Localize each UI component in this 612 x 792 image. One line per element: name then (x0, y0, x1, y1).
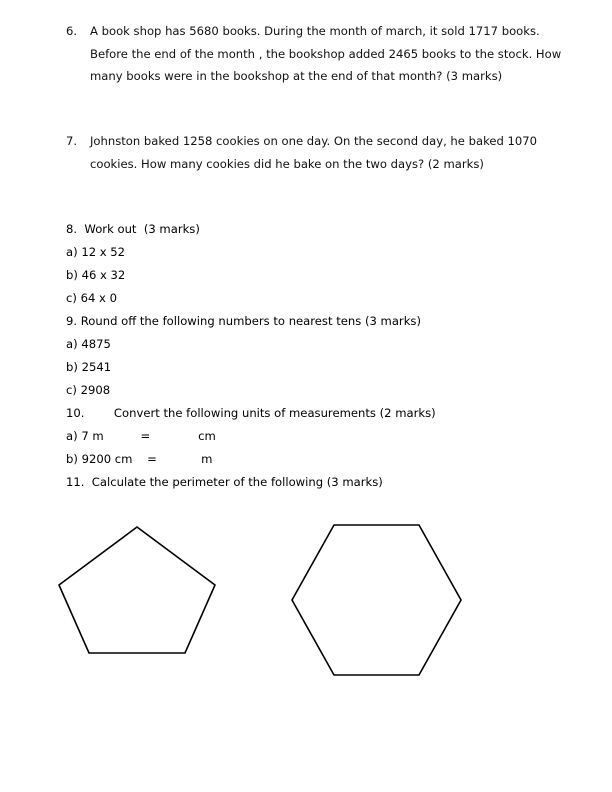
question-6 (66, 20, 576, 88)
question-7-text: Johnston baked 1258 cookies on one day. On the second day, he baked 1070 cookies. How many cookies did he bake on the two days? (2 marks) (90, 134, 538, 171)
hexagon-shape (292, 525, 461, 675)
shapes-svg (0, 505, 612, 735)
question-8-part-b: b) 46 x 32 (66, 268, 126, 282)
question-10-part-a: a) 7 m = cm (66, 429, 216, 443)
question-11-heading: 11. Calculate the perimeter of the following (3 marks) (66, 475, 383, 489)
question-6-text: A book shop has 5680 books. During the month of march, it sold 1717 books. Before the end of the month , the bookshop added 2465 books to the stock. How many books were in the bookshop at the end of that month? (3 marks) (90, 24, 562, 84)
question-10-part-b: b) 9200 cm = m (66, 452, 213, 466)
question-9-part-c: c) 2908 (66, 383, 111, 397)
question-8-heading: 8. Work out (3 marks) (66, 222, 200, 236)
figures-area (0, 505, 612, 735)
question-9-part-b: b) 2541 (66, 360, 112, 374)
question-7 (66, 130, 576, 175)
question-8-part-a: a) 12 x 52 (66, 245, 126, 259)
question-9-part-a: a) 4875 (66, 337, 111, 351)
pentagon-shape (59, 527, 215, 653)
question-8-part-c: c) 64 x 0 (66, 291, 117, 305)
question-7-number: 7. (66, 134, 78, 148)
question-6-number: 6. (66, 24, 78, 38)
question-9-heading: 9. Round off the following numbers to nearest tens (3 marks) (66, 314, 421, 328)
question-10-heading: 10. Convert the following units of measurements (2 marks) (66, 406, 436, 420)
